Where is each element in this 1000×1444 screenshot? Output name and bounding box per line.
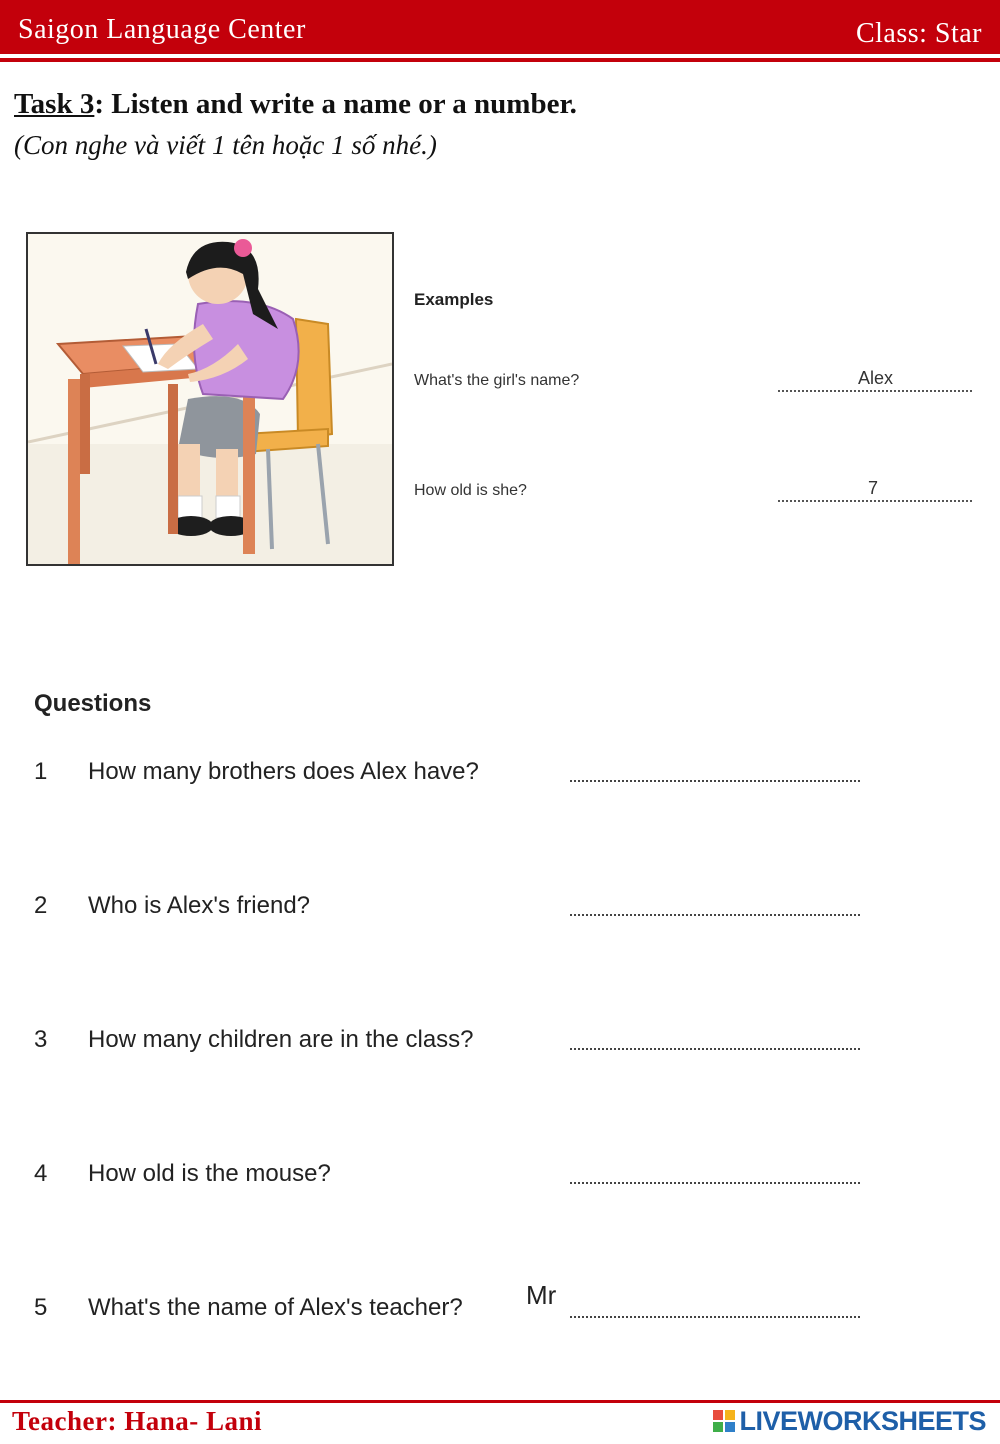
- question-number-2: 2: [34, 892, 48, 919]
- example-answer-1: Alex: [858, 368, 894, 388]
- footer-divider: [0, 1400, 1000, 1403]
- questions-title: Questions: [34, 690, 152, 717]
- example-answer-line-1: [778, 390, 972, 392]
- example-question-1: What's the girl's name?: [414, 372, 580, 389]
- example-answer-line-2: [778, 500, 972, 502]
- task-label: Task 3: [14, 88, 95, 120]
- examples-title: Examples: [414, 290, 494, 309]
- answer-field-1[interactable]: [570, 780, 860, 782]
- header-divider: [0, 58, 1000, 62]
- task-colon: :: [94, 88, 105, 120]
- question-text-2: Who is Alex's friend?: [88, 892, 311, 919]
- example-question-2: How old is she?: [414, 482, 527, 499]
- class-label: Class: Star: [855, 18, 982, 49]
- answer-field-3[interactable]: [570, 1048, 860, 1050]
- question-number-5: 5: [34, 1294, 48, 1321]
- question-number-3: 3: [34, 1026, 48, 1053]
- liveworksheets-logo-icon: [713, 1410, 735, 1432]
- question-text-3: How many children are in the class?: [88, 1026, 474, 1053]
- question-number-1: 1: [34, 758, 48, 785]
- task-title: [14, 88, 577, 121]
- task-instruction-vi: (Con nghe và viết 1 tên hoặc 1 số nhé.): [14, 130, 437, 160]
- liveworksheets-brand[interactable]: [713, 1406, 986, 1436]
- girl-at-desk-picture: [28, 234, 392, 564]
- question-text-5: What's the name of Alex's teacher?: [88, 1294, 463, 1321]
- teacher-name: Teacher: Hana- Lani: [12, 1406, 263, 1436]
- task-instruction: Listen and write a name or a number.: [104, 88, 577, 120]
- header-bar: [0, 0, 1000, 54]
- girl-writing-illustration: [26, 232, 394, 566]
- center-name: Saigon Language Center: [18, 14, 306, 45]
- question-text-4: How old is the mouse?: [88, 1160, 331, 1187]
- answer-field-2[interactable]: [570, 914, 860, 916]
- question-text-1: How many brothers does Alex have?: [88, 758, 479, 785]
- teacher-prefix: Mr: [526, 1280, 557, 1310]
- brand-name: LIVEWORKSHEETS: [739, 1405, 986, 1436]
- answer-field-5[interactable]: [570, 1316, 860, 1318]
- answer-field-4[interactable]: [570, 1182, 860, 1184]
- example-answer-2: 7: [868, 478, 879, 498]
- question-number-4: 4: [34, 1160, 48, 1187]
